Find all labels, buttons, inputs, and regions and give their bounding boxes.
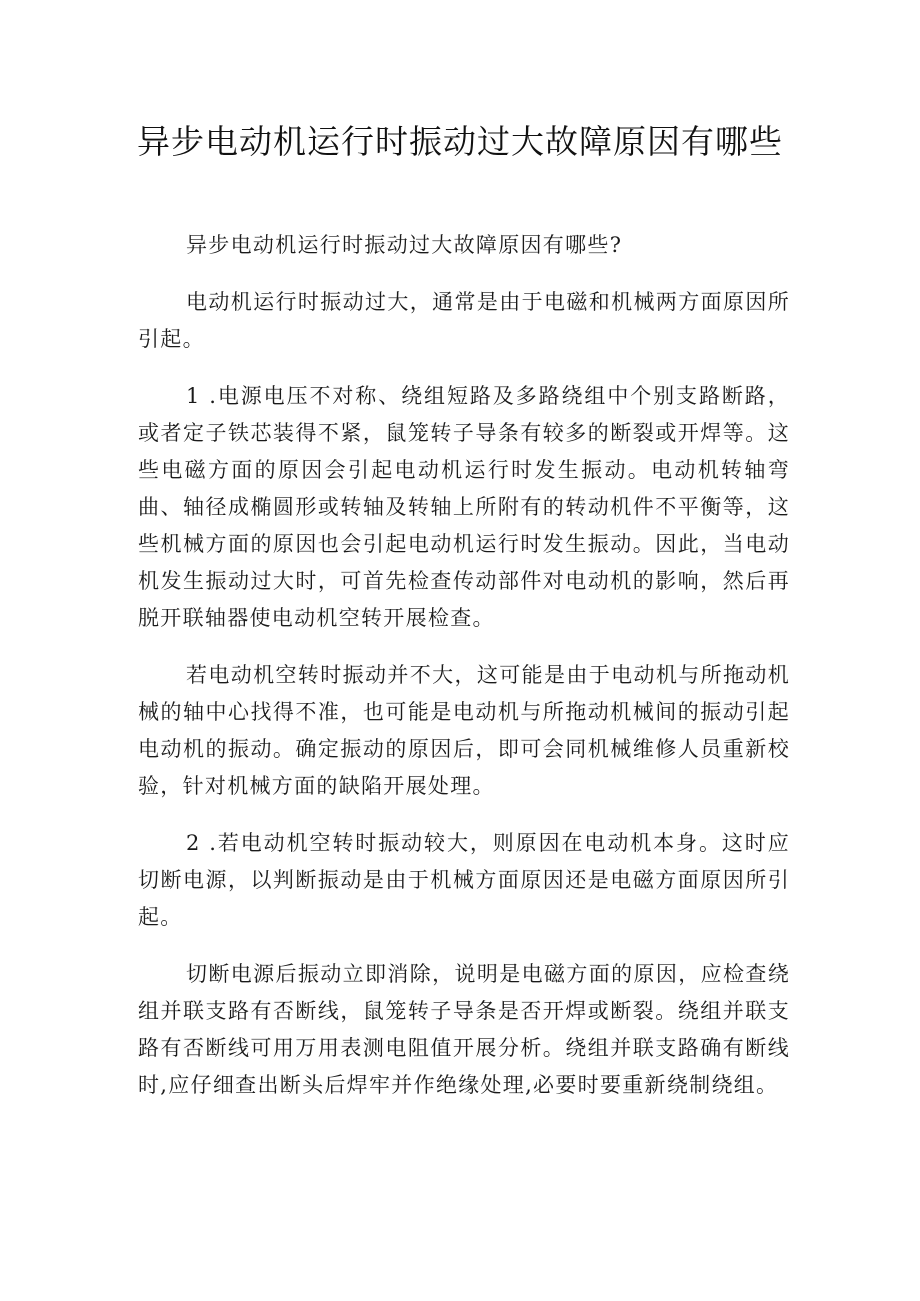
paragraph-electromagnetic-check: 切断电源后振动立即消除，说明是电磁方面的原因，应检查绕组并联支路有否断线，鼠笼转子导条是否开焊或断裂。绕组并联支路有否断线可用万用表测电阻值开展分析。绕组并联支路确有断线时,应仔细查出断头后焊牢并作绝缘处理,必要时要重新绕制绕组。 [138,962,790,1097]
paragraph-cause-2: 2 .若电动机空转时振动较大，则原因在电动机本身。这时应切断电源，以判断振动是由于机械方面原因还是电磁方面原因所引起。 [138,831,790,929]
document-body [138,227,790,1124]
paragraph-mechanical-alignment: 若电动机空转时振动并不大，这可能是由于电动机与所拖动机械的轴中心找得不准，也可能是电动机与所拖动机械间的振动引起电动机的振动。确定振动的原因后，即可会同机械维修人员重新校验，针对机械方面的缺陷开展处理。 [138,663,790,798]
paragraph-overview: 电动机运行时振动过大，通常是由于电磁和机械两方面原因所引起。 [138,290,790,351]
document-title: 异步电动机运行时振动过大故障原因有哪些 [137,122,783,161]
paragraph-question: 异步电动机运行时振动过大故障原因有哪些? [186,233,623,257]
paragraph-cause-1: 1 .电源电压不对称、绕组短路及多路绕组中个别支路断路，或者定子铁芯装得不紧，鼠笼转子导条有较多的断裂或开焊等。这些电磁方面的原因会引起电动机运行时发生振动。电动机转轴弯曲、轴径成椭圆形或转轴及转轴上所附有的转动机件不平衡等，这些机械方面的原因也会引起电动机运行时发生振动。因此，当电动机发生振动过大时，可首先检查传动部件对电动机的影响，然后再脱开联轴器使电动机空转开展检查。 [138,384,790,630]
